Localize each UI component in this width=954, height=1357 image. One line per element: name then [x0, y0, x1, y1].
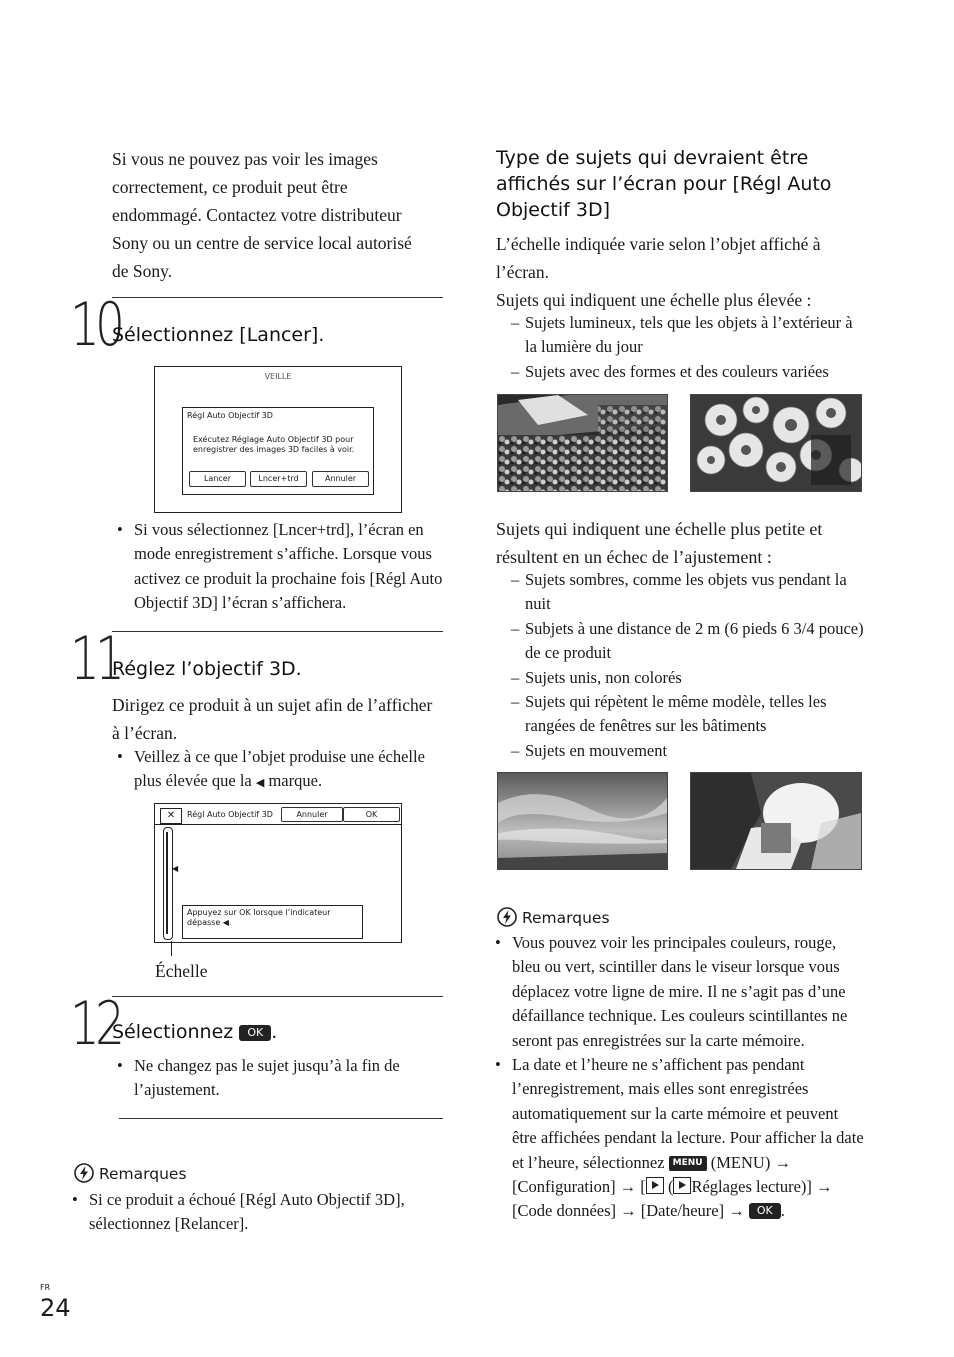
- higher-list: [496, 311, 866, 384]
- remark-text: Réglages lecture)] → [Code données] → [Date/heure] →: [512, 1177, 833, 1221]
- higher-heading: Sujets qui indiquent une échelle plus élevée :: [496, 290, 812, 310]
- statue-photo-image: [691, 773, 861, 869]
- playback-icon: [646, 1177, 664, 1194]
- screen-title: Régl Auto Objectif 3D: [187, 810, 273, 819]
- header-divider: [155, 824, 401, 825]
- intro-paragraph: Si vous ne pouvez pas voir les images correctement, ce produit peut être endommagé. Contactez votre distributeur Sony ou un centre de service local autorisé de Sony.: [112, 149, 412, 281]
- step11-body: Dirigez ce produit à un sujet afin de l’afficher à l’écran.: [112, 695, 433, 743]
- step-number: 10: [70, 290, 121, 360]
- step-title: [112, 1020, 277, 1044]
- lower-heading: Sujets qui indiquent une échelle plus petite et résultent en un échec de l’ajustement :: [496, 519, 823, 567]
- scale-caption: Échelle: [155, 961, 208, 981]
- ok-button-icon: OK: [749, 1203, 781, 1219]
- divider: [112, 996, 443, 997]
- adjust-screen: [154, 803, 402, 943]
- scale-fill: [166, 832, 168, 934]
- section-intro: L’échelle indiquée varie selon l’objet affiché à l’écran.: [496, 234, 821, 282]
- list-item: • Si vous sélectionnez [Lncer+trd], l’écran en mode enregistrement s’affiche. Lorsque vous activez ce produit la prochaine fois [Régl Auto Objectif 3D] l’écran s’affichera.: [112, 518, 447, 616]
- flowers-photo-image: [691, 395, 861, 491]
- step-title: Réglez l’objectif 3D.: [112, 658, 302, 680]
- note-text: Veillez à ce que l’objet produise une échelle plus élevée que la: [134, 747, 425, 791]
- page-number: 24: [40, 1294, 71, 1322]
- remarks-heading-text: Remarques: [98, 1165, 187, 1183]
- triangle-marker-icon: ◀: [172, 864, 179, 873]
- lower-list: [496, 568, 868, 763]
- list-item: – Subjets à une distance de 2 m (6 pieds 6 3/4 pouce) de ce produit: [496, 617, 868, 666]
- launch-button[interactable]: Lancer: [189, 471, 246, 487]
- list-item: – Sujets lumineux, tels que les objets à l’extérieur à la lumière du jour: [496, 311, 866, 360]
- step-number: 12: [70, 989, 121, 1059]
- dialog-message: Exécutez Réglage Auto Objectif 3D pour enregistrer des images 3D faciles à voir.: [193, 435, 355, 454]
- close-icon[interactable]: ✕: [160, 808, 182, 824]
- ok-button-icon: OK: [239, 1025, 271, 1041]
- left-remarks-list: [67, 1188, 447, 1237]
- photo-motion-statue: [690, 772, 862, 870]
- list-item: – Sujets sombres, comme les objets vus pendant la nuit: [496, 568, 868, 617]
- dialog-box: [182, 407, 374, 495]
- list-item: • Ne changez pas le sujet jusqu’à la fin de l’ajustement.: [112, 1054, 442, 1103]
- right-remarks-list: [490, 931, 865, 1224]
- remarks-heading-text: Remarques: [521, 909, 610, 927]
- photo-cloudy-sky: [497, 772, 668, 870]
- dialog-title: Régl Auto Objectif 3D: [187, 411, 273, 420]
- remarks-icon: [74, 1163, 94, 1183]
- list-item: – Sujets en mouvement: [496, 739, 868, 763]
- scale-gauge: [163, 827, 173, 940]
- remarks-icon: [497, 907, 517, 927]
- step10-notes: [112, 518, 447, 616]
- playback-icon: [673, 1177, 691, 1194]
- scale-leader-line: [171, 941, 172, 956]
- list-item: – Sujets avec des formes et des couleurs variées: [496, 360, 866, 384]
- market-photo-image: [498, 395, 667, 491]
- list-item: • Si ce produit a échoué [Régl Auto Objectif 3D], sélectionnez [Relancer].: [67, 1188, 447, 1237]
- triangle-marker-icon: ◀: [255, 777, 265, 790]
- cancel-button[interactable]: Annuler: [312, 471, 369, 487]
- remark-text-end: .: [780, 1201, 785, 1221]
- launch-and-record-button[interactable]: Lncer+trd: [250, 471, 307, 487]
- step-title-text: Sélectionnez: [112, 1021, 234, 1043]
- photo-flowers: [690, 394, 862, 492]
- photo-market-stall: [497, 394, 668, 492]
- list-item: – Sujets qui répètent le même modèle, telles les rangées de fenêtres sur les bâtiments: [496, 690, 868, 739]
- language-code: FR: [40, 1283, 51, 1292]
- menu-button-icon: MENU: [669, 1156, 707, 1171]
- step12-notes: [112, 1054, 442, 1103]
- hint-box: Appuyez sur OK lorsque l’indicateur dépasse ◀.: [182, 905, 363, 939]
- divider: [112, 297, 443, 298]
- remarks-heading: [74, 1163, 187, 1185]
- sky-photo-image: [498, 773, 667, 869]
- step-title-end: .: [271, 1021, 278, 1043]
- remark-text: La date et l’heure ne s’affichent pas pendant l’enregistrement, mais elles sont enregistrées automatiquement sur la carte mémoire et peuvent être affichées pendant la lecture. Pour afficher la date et l’heure, sélectionnez: [512, 1055, 864, 1172]
- step-number: 11: [70, 624, 121, 694]
- list-item: [490, 1053, 865, 1224]
- launch-screen: [154, 366, 402, 513]
- step11-notes: [112, 745, 442, 796]
- divider: [112, 631, 443, 632]
- ok-button[interactable]: OK: [343, 807, 400, 822]
- note-text-end: marque.: [268, 771, 323, 791]
- list-item: • Vous pouvez voir les principales couleurs, rouge, bleu ou vert, scintiller dans le viseur lorsque vous déplacez votre ligne de mire. Il ne s’agit pas d’une défaillance technique. Les couleurs scintillantes ne seront pas enregistrées sur la carte mémoire.: [490, 931, 865, 1053]
- list-item: – Sujets unis, non colorés: [496, 666, 868, 690]
- remark-text: (: [667, 1177, 674, 1197]
- list-item: [112, 745, 442, 796]
- step-title: Sélectionnez [Lancer].: [112, 324, 325, 346]
- section-heading: Type de sujets qui devraient être affichés sur l’écran pour [Régl Auto Objectif 3D]: [496, 147, 832, 221]
- remark-text: (MENU) → [Configuration] → [: [512, 1152, 791, 1197]
- cancel-button[interactable]: Annuler: [281, 807, 343, 822]
- screen-status: VEILLE: [264, 372, 292, 381]
- divider: [119, 1118, 443, 1119]
- remarks-heading: [497, 907, 610, 929]
